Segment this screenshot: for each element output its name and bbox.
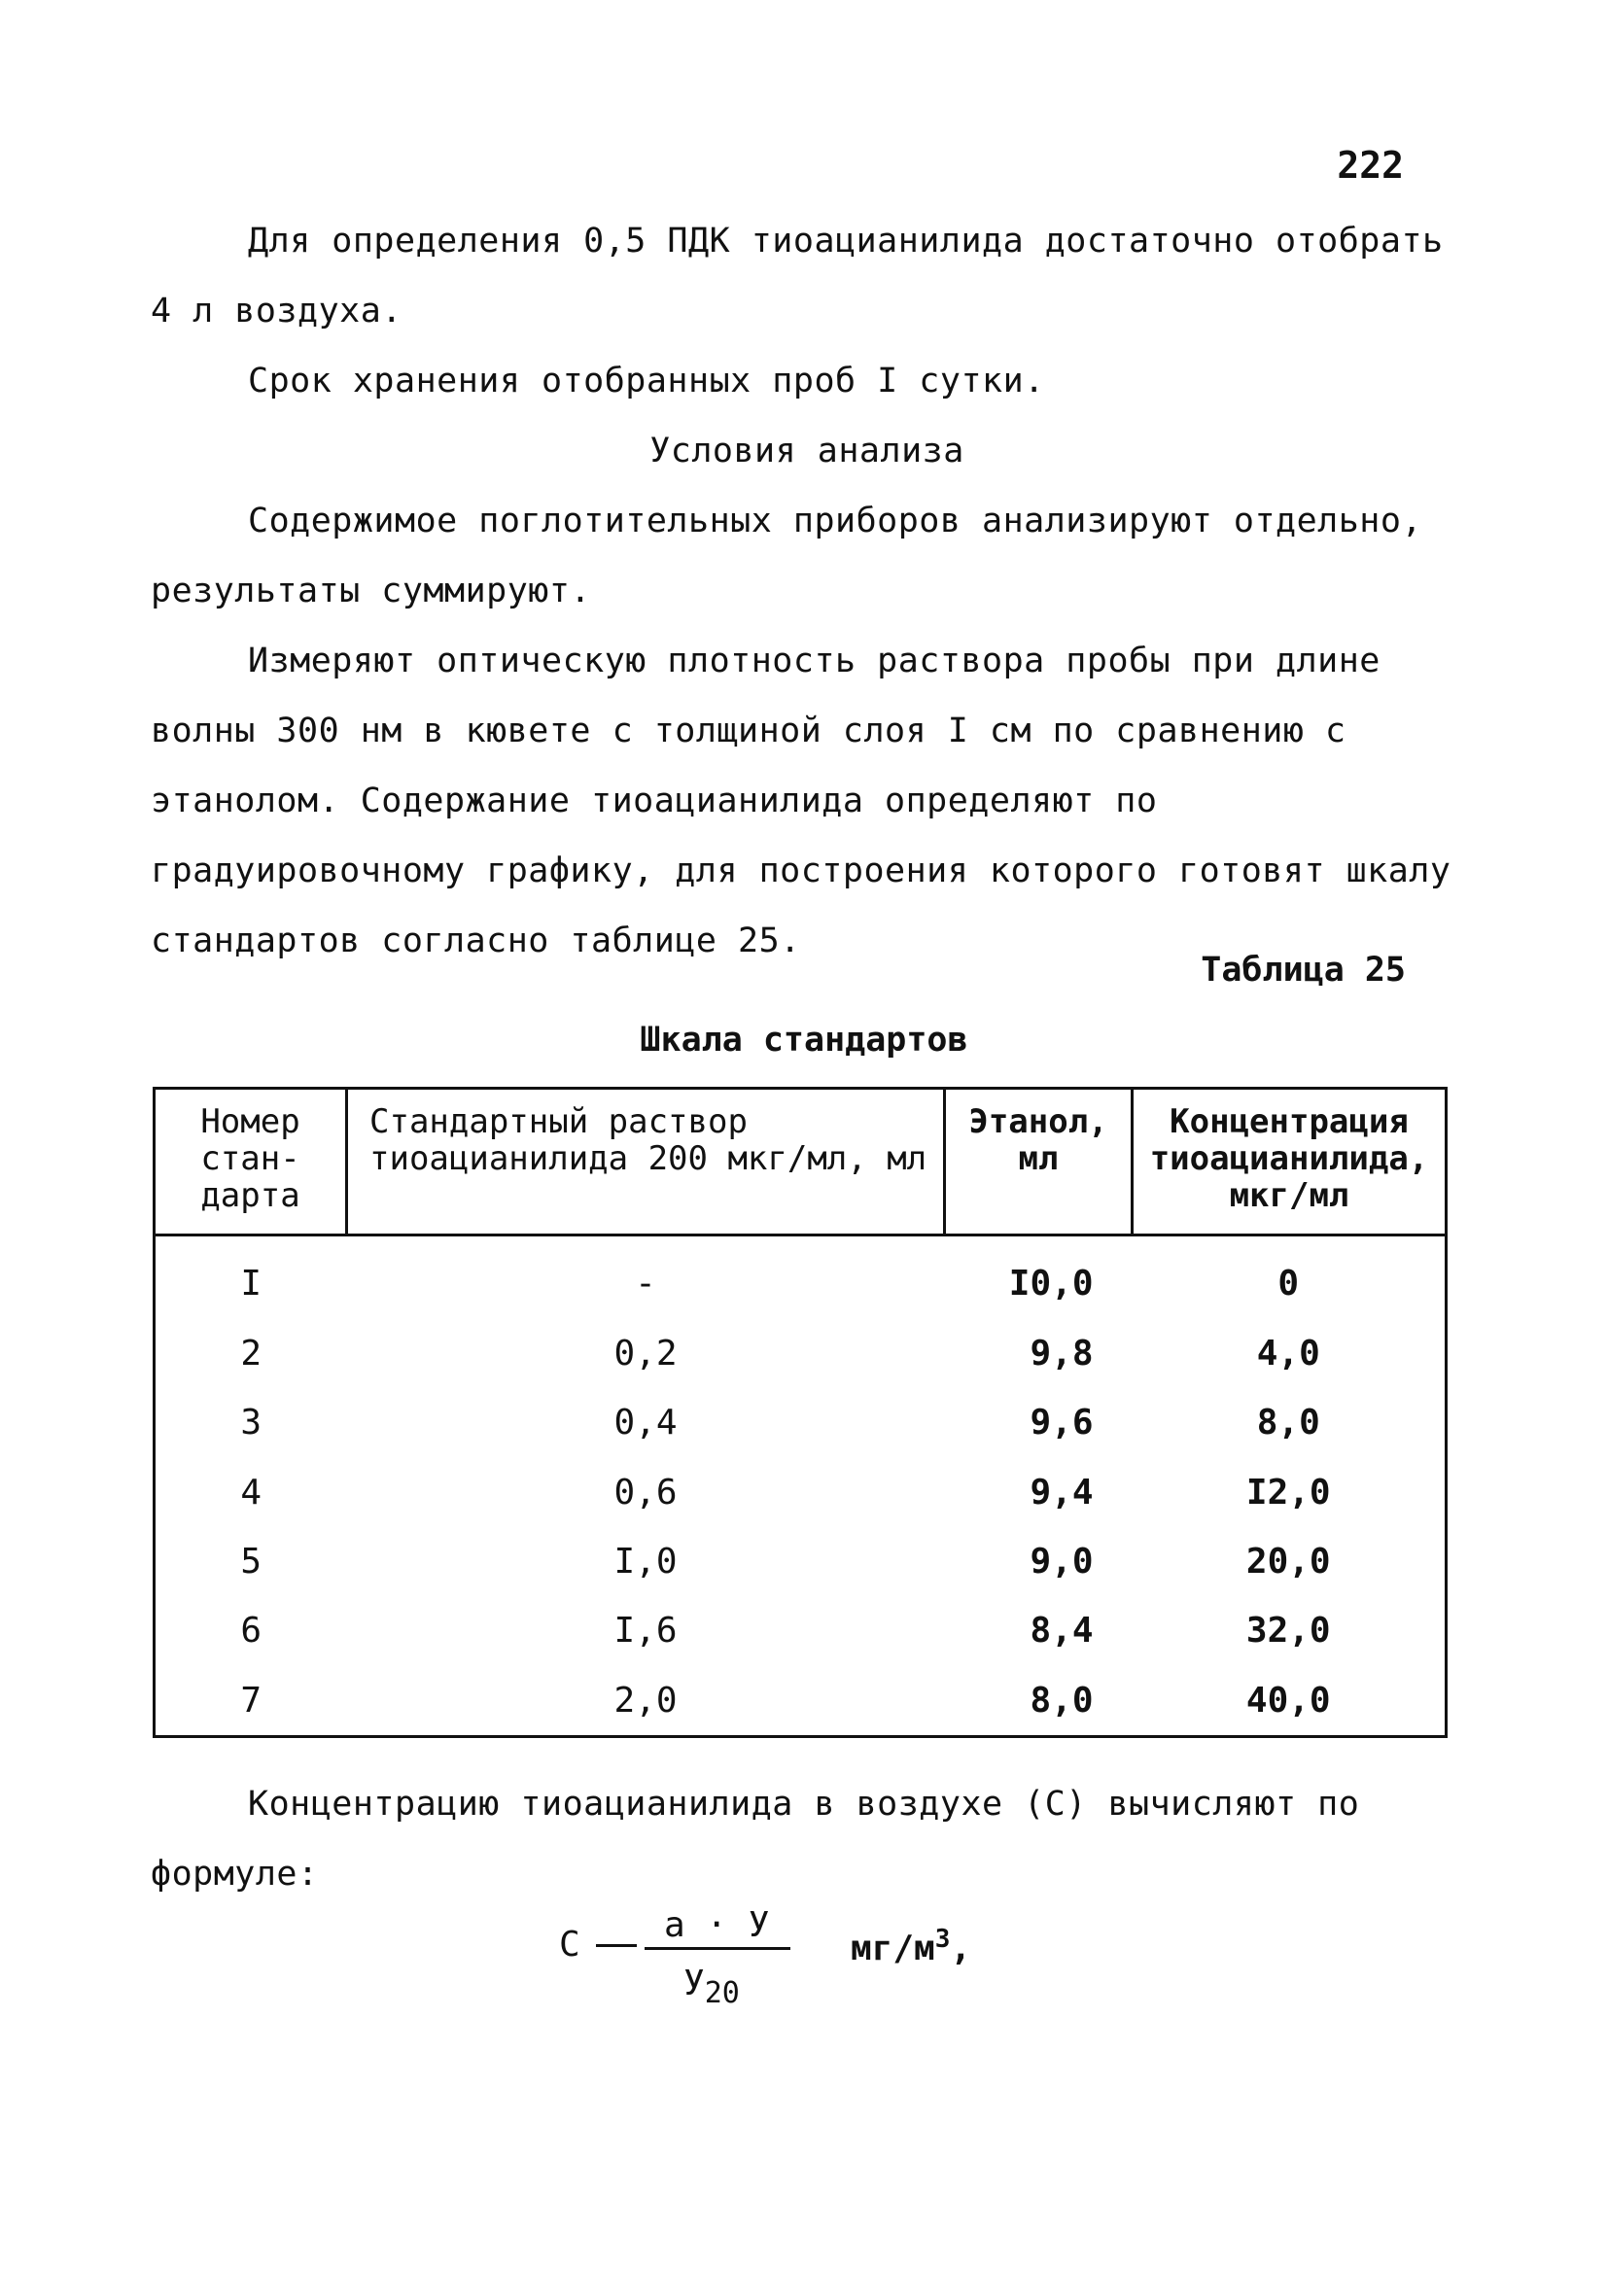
cell-solution: I,6 <box>613 1611 678 1652</box>
header-standard-solution: Стандартный раствор тиоацианилида 200 мкг/мл, мл <box>347 1089 945 1235</box>
standards-table <box>153 1087 1448 1738</box>
table-caption: Таблица 25 <box>1201 951 1406 990</box>
concentration-formula <box>559 1905 1006 2022</box>
formula-denominator-subscript: 20 <box>704 1976 740 2011</box>
cell-ethanol: 8,0 <box>1030 1680 1094 1721</box>
body-text-bottom <box>151 1769 1463 1909</box>
paragraph: Срок хранения отобранных проб I сутки. <box>248 362 1045 400</box>
cell-solution: - <box>635 1264 656 1305</box>
table-row <box>155 1457 1447 1526</box>
cell-solution: 0,4 <box>613 1403 678 1444</box>
formula-lhs: С <box>559 1925 580 1965</box>
cell-number: 2 <box>240 1333 262 1374</box>
cell-number: 6 <box>240 1611 262 1652</box>
cell-solution: 0,2 <box>613 1333 678 1374</box>
page-number: 222 <box>1337 144 1404 187</box>
table-row <box>155 1388 1447 1457</box>
formula-denominator-base: У <box>683 1964 705 2003</box>
cell-ethanol: I0,0 <box>1008 1264 1094 1305</box>
cell-ethanol: 9,8 <box>1030 1333 1094 1374</box>
table-row <box>155 1527 1447 1596</box>
cell-number: 5 <box>240 1541 262 1582</box>
paragraph: Концентрацию тиоацианилида в воздухе (С) вычисляют по формуле: <box>151 1785 1360 1894</box>
cell-concentration: 0 <box>1277 1264 1300 1305</box>
table-row <box>155 1666 1447 1737</box>
table-row <box>155 1596 1447 1665</box>
cell-number: 3 <box>240 1403 262 1444</box>
body-text-top <box>151 206 1463 976</box>
cell-concentration: 20,0 <box>1245 1541 1331 1582</box>
paragraph: Содержимое поглотительных приборов анализируют отдельно, результаты суммируют. <box>151 502 1423 610</box>
header-standard-number: Номер стан-дарта <box>155 1089 347 1235</box>
cell-number: 7 <box>240 1680 262 1721</box>
formula-unit-exponent: 3 <box>934 1925 951 1954</box>
formula-equals-dash <box>596 1944 637 1947</box>
formula-unit <box>851 1925 971 1968</box>
cell-number: 4 <box>240 1472 262 1513</box>
formula-unit-base: мг/м <box>851 1929 935 1968</box>
paragraph: Для определения 0,5 ПДК тиоацианилида достаточно отобрать 4 л воздуха. <box>151 222 1444 330</box>
cell-ethanol: 9,4 <box>1030 1472 1094 1513</box>
cell-ethanol: 9,0 <box>1030 1541 1094 1582</box>
cell-concentration: 40,0 <box>1245 1680 1331 1721</box>
paragraph: Измеряют оптическую плотность раствора пробы при длине волны 300 нм в кювете с толщиной слоя I см по сравнению с этанолом. Содержание тиоацианилида определяют по градуировочному графику, для построения которого готовят шкалу стандартов согласно таблице 25. <box>151 642 1451 960</box>
cell-ethanol: 9,6 <box>1030 1403 1094 1444</box>
formula-fraction-bar <box>645 1947 790 1950</box>
formula-numerator: а · У <box>664 1905 770 1945</box>
cell-number: I <box>240 1264 262 1305</box>
header-concentration: Концентрация тиоацианилида, мкг/мл <box>1133 1089 1447 1235</box>
cell-solution: I,0 <box>613 1541 678 1582</box>
cell-concentration: 8,0 <box>1256 1403 1320 1444</box>
table-row <box>155 1319 1447 1388</box>
table-header-row <box>155 1089 1447 1235</box>
cell-concentration: 32,0 <box>1245 1611 1331 1652</box>
header-ethanol: Этанол, мл <box>945 1089 1133 1235</box>
table-row <box>155 1235 1447 1319</box>
formula-trailing-comma: , <box>950 1929 972 1968</box>
table-title: Шкала стандартов <box>640 1021 968 1060</box>
cell-solution: 2,0 <box>613 1680 678 1721</box>
formula-denominator <box>683 1964 740 2010</box>
cell-concentration: I2,0 <box>1245 1472 1331 1513</box>
section-heading: Условия анализа <box>649 432 964 470</box>
cell-concentration: 4,0 <box>1256 1333 1320 1374</box>
cell-solution: 0,6 <box>613 1472 678 1513</box>
cell-ethanol: 8,4 <box>1030 1611 1094 1652</box>
